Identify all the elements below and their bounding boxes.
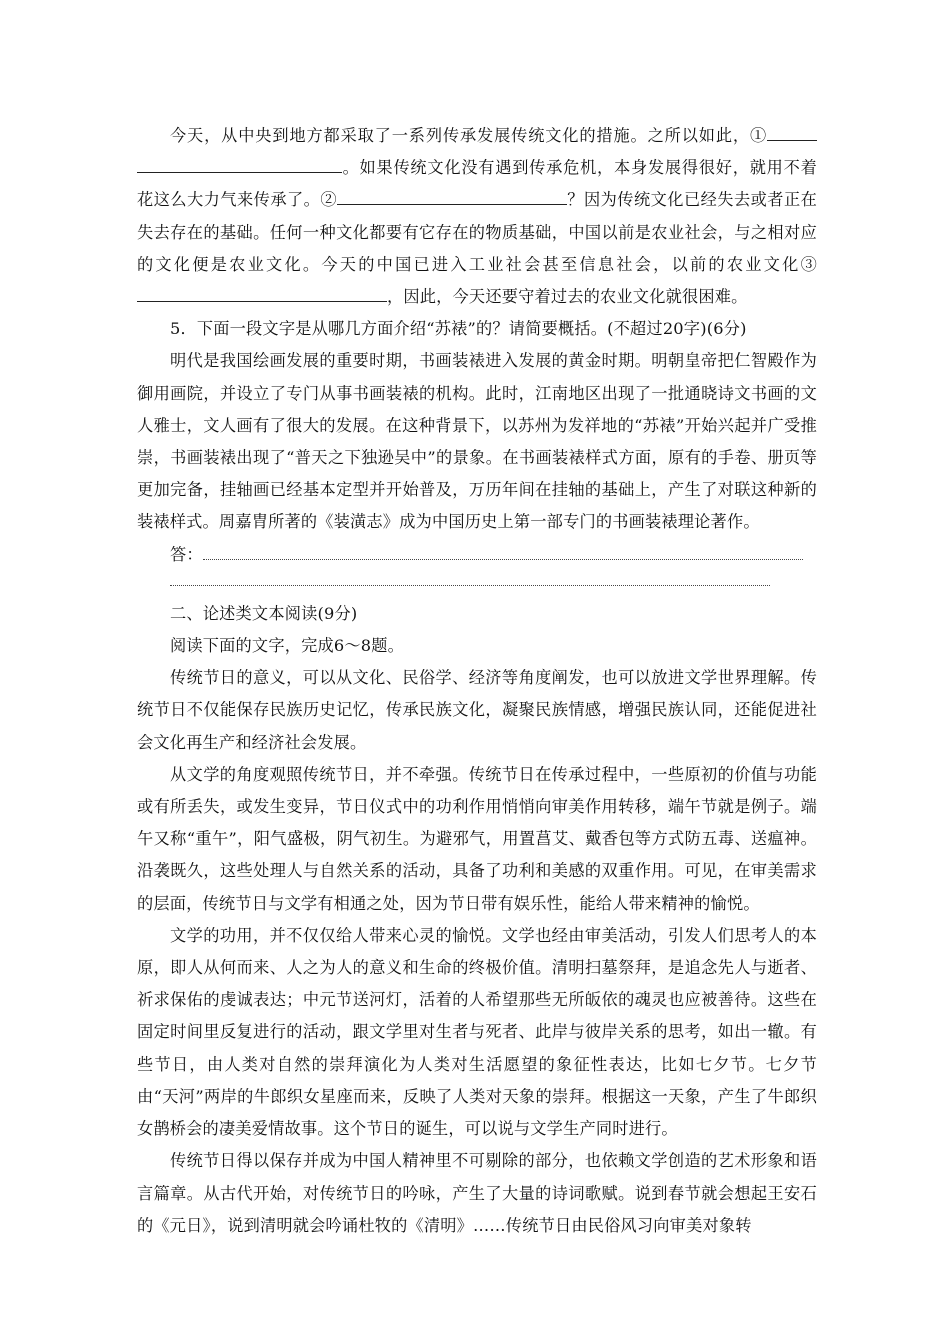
intro-text-2: 。如果传统文化没有遇到传承危机，本身发展得很好，就用不着花这么大力气来传承了。② (137, 158, 817, 210)
article-paragraph-4: 传统节日得以保存并成为中国人精神里不可剔除的部分，也依赖文学创造的艺术形象和语言篇章。从古代开始，对传统节日的吟咏，产生了大量的诗词歌赋。说到春节就会想起王安石的《元日》，说到清明就会吟诵杜牧的《清明》……传统节日由民俗风习向审美对象转 (137, 1151, 817, 1235)
intro-text-1: 今天，从中央到地方都采取了一系列传承发展传统文化的措施。之所以如此，① (170, 126, 767, 145)
fill-blank-2[interactable] (337, 186, 567, 205)
answer-row (137, 539, 817, 571)
article-paragraph-1: 传统节日的意义，可以从文化、民俗学、经济等角度阐发，也可以放进文学世界理解。传统节日不仅能保存民族历史记忆，传承民族文化，凝聚民族情感，增强民族认同，还能促进社会文化再生产和经济社会发展。 (137, 668, 817, 752)
fill-blank-1-continued[interactable] (137, 154, 342, 173)
fill-blank-3[interactable] (137, 283, 387, 302)
question-5-passage: 明代是我国绘画发展的重要时期，书画装裱进入发展的黄金时期。明朝皇帝把仁智殿作为御用画院，并设立了专门从事书画装裱的机构。此时，江南地区出现了一批通晓诗文书画的文人雅士，文人画有了很大的发展。在这种背景下，以苏州为发祥地的“苏裱”开始兴起并广受推崇，书画装裱出现了“普天之下独逊吴中”的景象。在书画装裱样式方面，原有的手卷、册页等更加完备，挂轴画已经基本定型并开始普及，万历年间在挂轴的基础上，产生了对联这种新的装裱样式。周嘉胄所著的《装潢志》成为中国历史上第一部专门的书画装裱理论著作。 (137, 351, 817, 532)
intro-paragraph (137, 120, 817, 313)
page-content (137, 120, 817, 1242)
article-paragraph-3: 文学的功用，并不仅仅给人带来心灵的愉悦。文学也经由审美活动，引发人们思考人的本原，即人从何而来、人之为人的意义和生命的终极价值。清明扫墓祭拜，是追念先人与逝者、祈求保佑的虔诚表达；中元节送河灯，活着的人希望那些无所皈依的魂灵也应被善待。这些在固定时间里反复进行的活动，跟文学里对生者与死者、此岸与彼岸关系的思考，如出一辙。有些节日，由人类对自然的崇拜演化为人类对生活愿望的象征性表达，比如七夕节。七夕节由“天河”两岸的牛郎织女星座而来，反映了人类对天象的崇拜。根据这一天象，产生了牛郎织女鹊桥会的凄美爱情故事。这个节日的诞生，可以说与文学生产同时进行。 (137, 925, 817, 1139)
question-5-prompt: 5．下面一段文字是从哪几方面介绍“苏裱”的？请简要概括。(不超过20字)(6分) (170, 319, 747, 339)
fill-blank-1[interactable] (767, 122, 817, 141)
answer-line-1[interactable] (203, 541, 803, 560)
intro-text-3: ？因为传统文化已经失去或者正在失去存在的基础。任何一种文化都要有它存在的物质基础，中国以前是农业社会，与之相对应的文化便是农业文化。今天的中国已进入工业社会甚至信息社会，以前的农业文化③ (137, 190, 817, 274)
section-2-instruction: 阅读下面的文字，完成6～8题。 (170, 636, 405, 656)
answer-line-2[interactable] (170, 571, 770, 586)
intro-text-4: ，因此，今天还要守着过去的农业文化就很困难。 (387, 287, 748, 307)
answer-label: 答： (170, 544, 203, 564)
section-2-heading: 二、论述类文本阅读(9分) (170, 603, 358, 623)
article-paragraph-2: 从文学的角度观照传统节日，并不牵强。传统节日在传承过程中，一些原初的价值与功能或有所丢失，或发生变异，节日仪式中的功利作用悄悄向审美作用转移，端午节就是例子。端午又称“重午”，阳气盛极，阴气初生。为避邪气，用置菖艾、戴香包等方式防五毒、送瘟神。沿袭既久，这些处理人与自然关系的活动，具备了功利和美感的双重作用。可见，在审美需求的层面，传统节日与文学有相通之处，因为节日带有娱乐性，能给人带来精神的愉悦。 (137, 764, 817, 913)
